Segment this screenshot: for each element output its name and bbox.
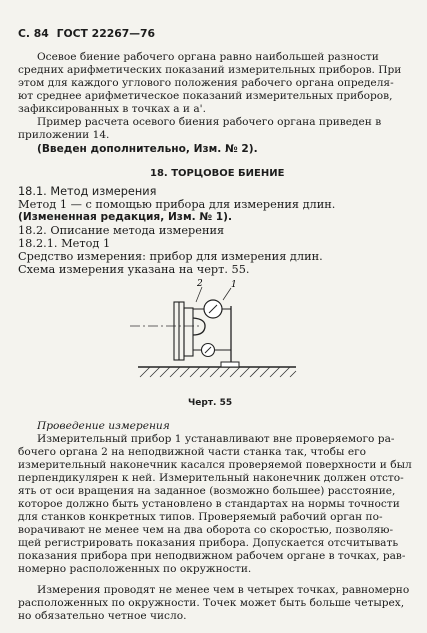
text-line: Осевое биение рабочего органа равно наибольшей разности [37,51,379,63]
text-line: этом для каждого углового положения рабочего органа определя- [18,77,394,89]
text-line: Схема измерения указана на черт. 55. [18,263,250,276]
text-line: которое должно быть установлено в стандартах на нормы точности [18,498,400,510]
leader-line [196,287,202,302]
label-2: 2 [197,279,203,289]
procedure-heading: Проведение измерения [37,420,170,432]
text-line: Измерения проводят не менее чем в четырех точках, равномерно [37,584,410,596]
standard-code: ГОСТ 22267—76 [56,27,156,40]
clause-18-1-text: 18.1. Метод измерения [18,185,157,198]
machine-base [138,367,296,377]
working-member [174,302,205,360]
text-line: перпендикулярен к ней. Измерительный наконечник должен отсто- [18,472,404,484]
figure-caption: Черт. 55 [188,398,233,408]
text-line: Измерительный прибор 1 устанавливают вне проверяемого ра- [37,433,395,445]
leader-line [223,288,231,300]
dial-indicator-upper [193,300,231,318]
text-line: ют среднее арифметическое показаний измерительных приборов, [18,90,393,102]
text-line: приложении 14. [18,129,110,141]
text-line: Пример расчета осевого биения рабочего органа приведен в [37,116,382,128]
measurement-scheme-figure [130,278,305,393]
page-number: С. 84 [18,27,49,40]
indicator-stand [221,306,239,367]
text-line: для станков конкретных типов. Проверяемый рабочий орган по- [18,511,383,523]
text-line: но обязательно четное число. [18,610,187,622]
text-line: зафиксированных в точках а и а'. [18,103,206,115]
text-line: показания прибора при неподвижном рабочем органе в точках, рав- [18,550,406,562]
text-line: щей регистрировать показания прибора. Допускается отсчитывать [18,537,399,549]
text-line: измерительный наконечник касался проверяемой поверхности и был [18,459,412,471]
text-line: ять от оси вращения на заданное (возможно большее) расстояние, [18,485,396,497]
amendment-note: (Введен дополнительно, Изм. № 2). [37,143,258,155]
text-line: Средство измерения: прибор для измерения длин. [18,250,323,263]
section-title: 18. ТОРЦОВОЕ БИЕНИЕ [150,168,285,179]
label-1: 1 [231,280,237,290]
page-header [18,27,155,40]
text-line: Метод 1 — с помощью прибора для измерения длин. [18,198,336,211]
clause-18-2-1: 18.2.1. Метод 1 [18,237,111,250]
clause-18-2: 18.2. Описание метода измерения [18,224,225,237]
text-line: ворачивают не менее чем на два оборота со скоростью, позволяю- [18,524,394,536]
clause-18-1 [18,185,156,198]
amendment-note: (Измененная редакция, Изм. № 1). [18,211,233,223]
text-line: расположенных по окружности. Точек может быть больше четырех, [18,597,405,609]
text-line: средних арифметических показаний измерительных приборов. При [18,64,402,76]
dial-indicator-lower [193,344,231,357]
text-line: номерно расположенных по окружности. [18,563,252,575]
text-line: бочего органа 2 на неподвижной части станка так, чтобы его [18,446,367,458]
